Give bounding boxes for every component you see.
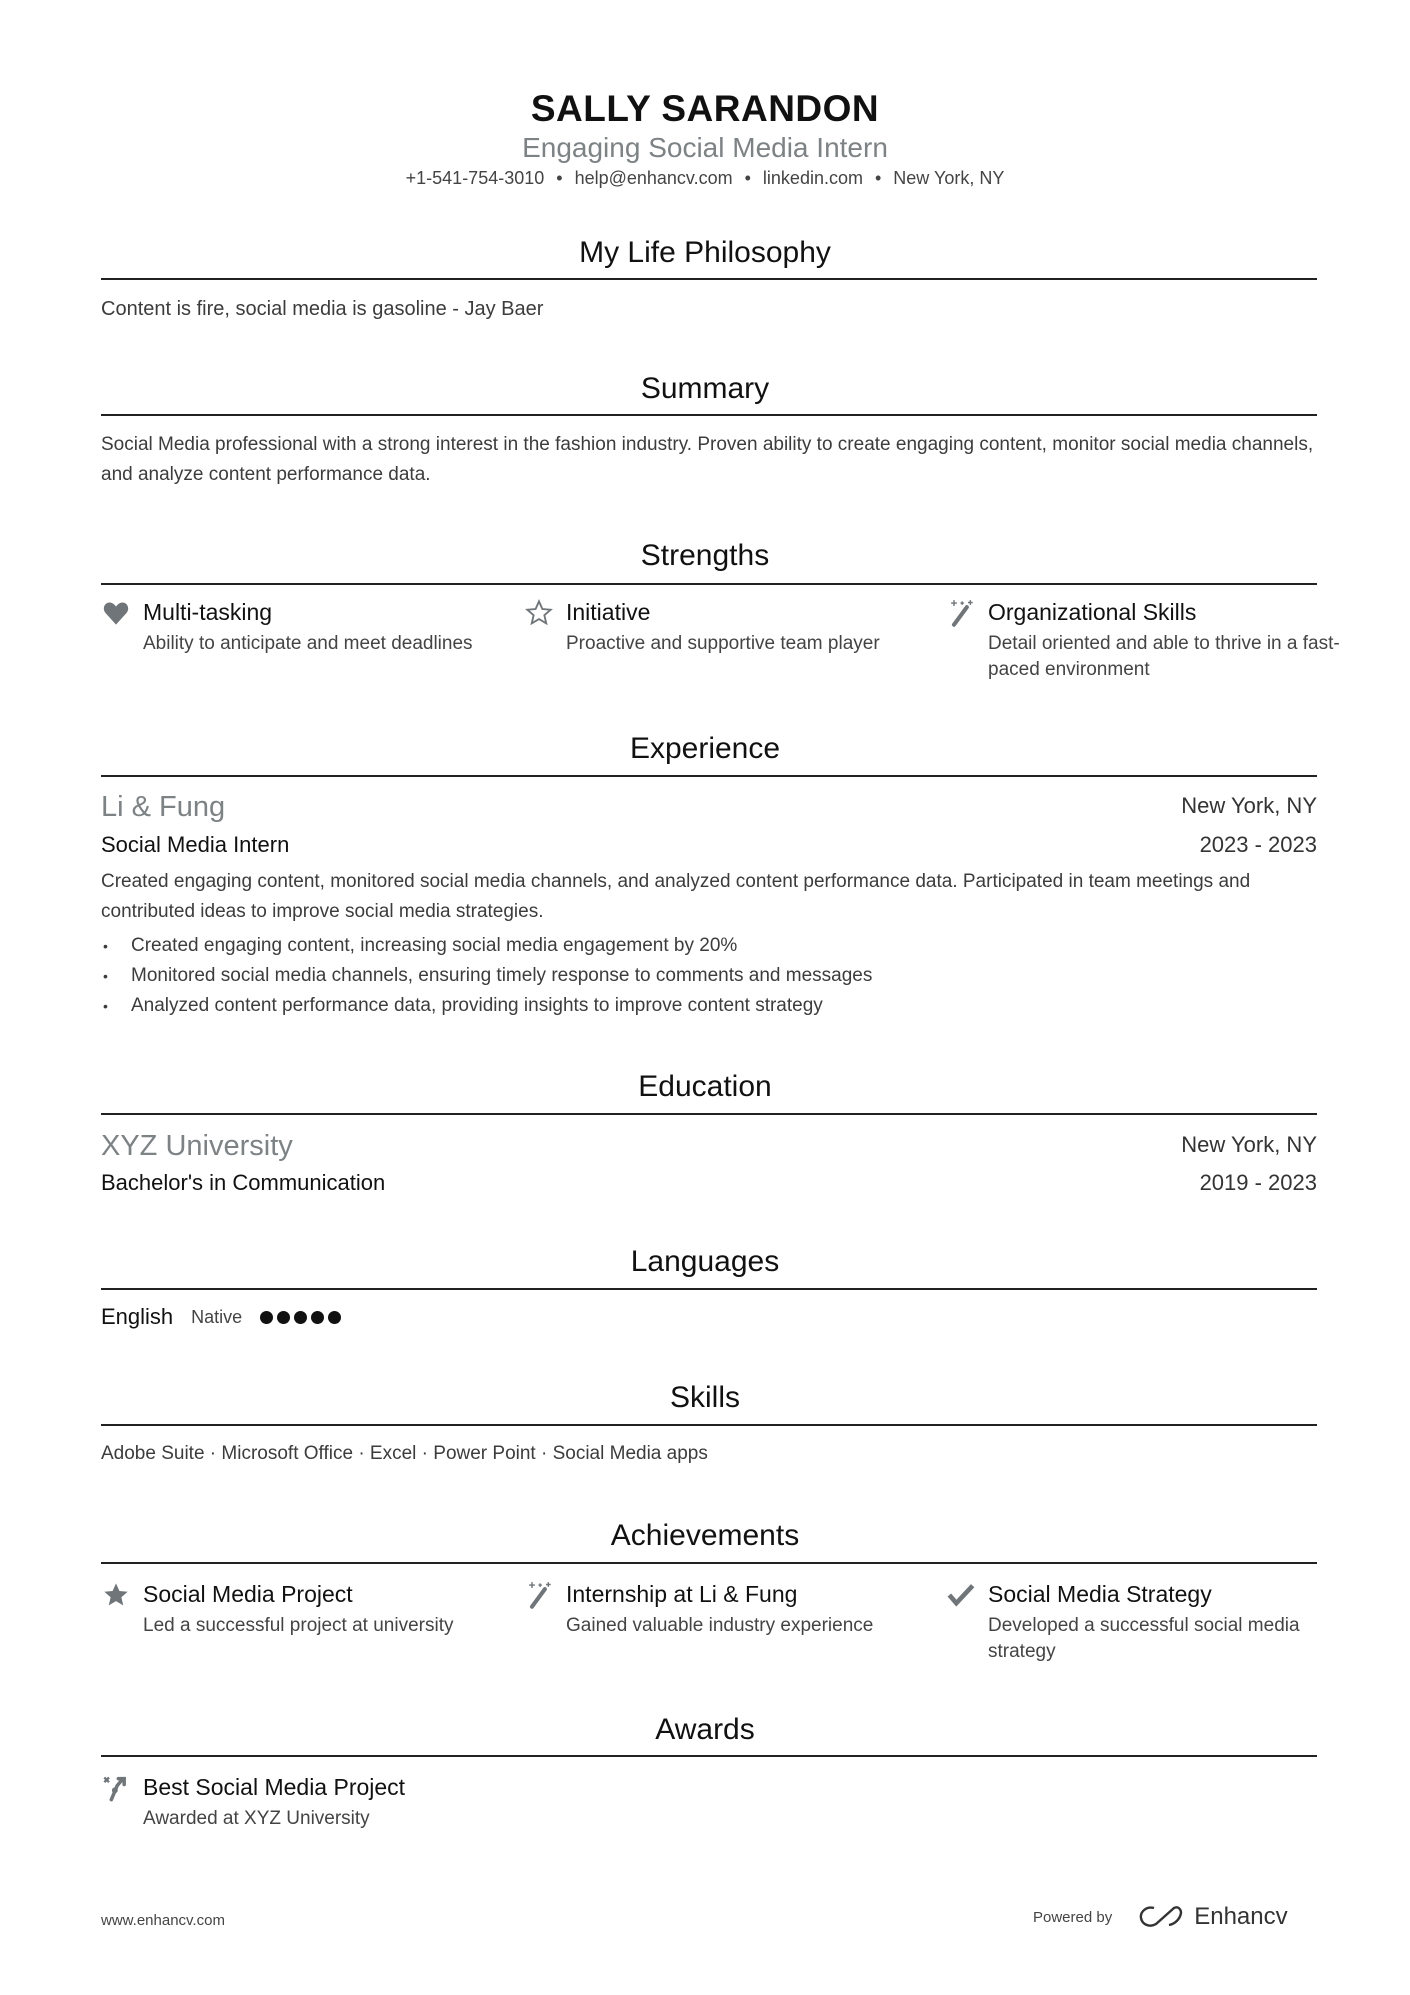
separator: • [744,168,751,188]
strength-item [566,597,926,657]
school-name: XYZ University [101,1130,293,1162]
section-heading-languages: Languages [630,1245,780,1278]
language-name: English [101,1304,174,1329]
divider [101,1755,1317,1757]
strength-item [988,597,1348,683]
divider [101,1562,1317,1564]
strength-desc: Detail oriented and able to thrive in a fast-paced environment [988,633,1340,680]
enhancv-brand: Enhancv [1194,1903,1288,1930]
education-dates: 2019 - 2023 [1199,1170,1317,1195]
divider [101,775,1317,777]
rating-dot [294,1311,307,1324]
award-icon [101,1774,131,1802]
degree: Bachelor's in Communication [101,1170,386,1195]
award-title: Best Social Media Project [143,1774,406,1800]
company-name: Li & Fung [101,791,226,823]
separator: • [874,168,882,188]
achievement-item [143,1579,503,1639]
achievement-desc: Developed a successful social media strategy [988,1615,1300,1662]
strength-item [143,597,503,657]
contact-line [0,168,1410,189]
rating-dot [277,1311,290,1324]
phone: +1-541-754-3010 [405,168,545,188]
rating-dot [260,1311,273,1324]
section-heading-philosophy: My Life Philosophy [579,236,831,269]
section-heading-achievements: Achievements [610,1519,800,1552]
skills-list: Adobe Suite · Microsoft Office · Excel · Power Point · Social Media apps [101,1443,708,1464]
school-location: New York, NY [1181,1132,1317,1157]
job-bullets [101,931,1317,1021]
job-location: New York, NY [1181,793,1317,818]
achievement-title: Social Media Project [143,1581,353,1607]
separator: • [556,168,563,188]
strength-title: Multi-tasking [143,599,273,625]
enhancv-logo-icon [1138,1904,1184,1930]
candidate-name: SALLY SARANDON [530,88,880,129]
star-outline-icon [524,599,554,627]
strength-title: Initiative [566,599,651,625]
divider [101,1424,1317,1426]
section-heading-awards: Awards [655,1713,755,1746]
powered-by [1033,1903,1288,1931]
section-heading-education: Education [638,1070,772,1103]
email[interactable]: help@enhancv.com [574,168,733,188]
philosophy-quote: Content is fire, social media is gasoline - Jay Baer [101,298,544,320]
award-desc: Awarded at XYZ University [143,1808,370,1829]
powered-by-label: Powered by [1033,1908,1113,1926]
achievement-item [566,1579,926,1639]
strength-desc: Proactive and supportive team player [566,633,880,654]
magic-wand-icon [524,1581,554,1609]
divider [101,583,1317,585]
job-dates: 2023 - 2023 [1199,832,1317,857]
divider [101,414,1317,416]
bullet-item: • Monitored social media channels, ensuring timely response to comments and messages [101,961,1317,991]
rating-dot [311,1311,324,1324]
divider [101,1288,1317,1290]
section-heading-skills: Skills [669,1381,740,1414]
achievement-desc: Gained valuable industry experience [566,1615,874,1636]
divider [101,1113,1317,1115]
footer-website[interactable]: www.enhancv.com [101,1912,225,1929]
magic-wand-icon [946,599,976,627]
achievement-desc: Led a successful project at university [143,1615,454,1636]
achievement-title: Social Media Strategy [988,1581,1212,1607]
rating-dot [328,1311,341,1324]
summary-text: Social Media professional with a strong interest in the fashion industry. Proven ability to create engaging content, monitor social media channels, and analyze content performance data. [101,434,1314,485]
job-description: Created engaging content, monitored social media channels, and analyzed content performance data. Participated in team meetings and contributed ideas to improve social media strategies. [101,871,1251,922]
language-item [101,1304,341,1330]
language-rating [260,1311,341,1324]
strength-title: Organizational Skills [988,599,1197,625]
section-heading-strengths: Strengths [640,539,770,572]
section-heading-experience: Experience [629,732,781,765]
bullet-item: • Created engaging content, increasing social media engagement by 20% [101,931,1317,961]
checkmark-icon [946,1581,976,1609]
achievement-item [988,1579,1348,1665]
linkedin[interactable]: linkedin.com [762,168,863,188]
section-heading-summary: Summary [640,372,770,405]
candidate-title: Engaging Social Media Intern [522,132,888,163]
heart-icon [101,599,131,627]
bullet-item: • Analyzed content performance data, providing insights to improve content strategy [101,991,1317,1021]
language-level: Native [191,1306,243,1327]
location: New York, NY [893,168,1005,188]
enhancv-logo[interactable] [1138,1903,1287,1931]
award-item [143,1772,503,1832]
achievement-title: Internship at Li & Fung [566,1581,798,1607]
divider [101,278,1317,280]
star-icon [101,1581,131,1609]
job-role: Social Media Intern [101,832,290,857]
strength-desc: Ability to anticipate and meet deadlines [143,633,473,654]
